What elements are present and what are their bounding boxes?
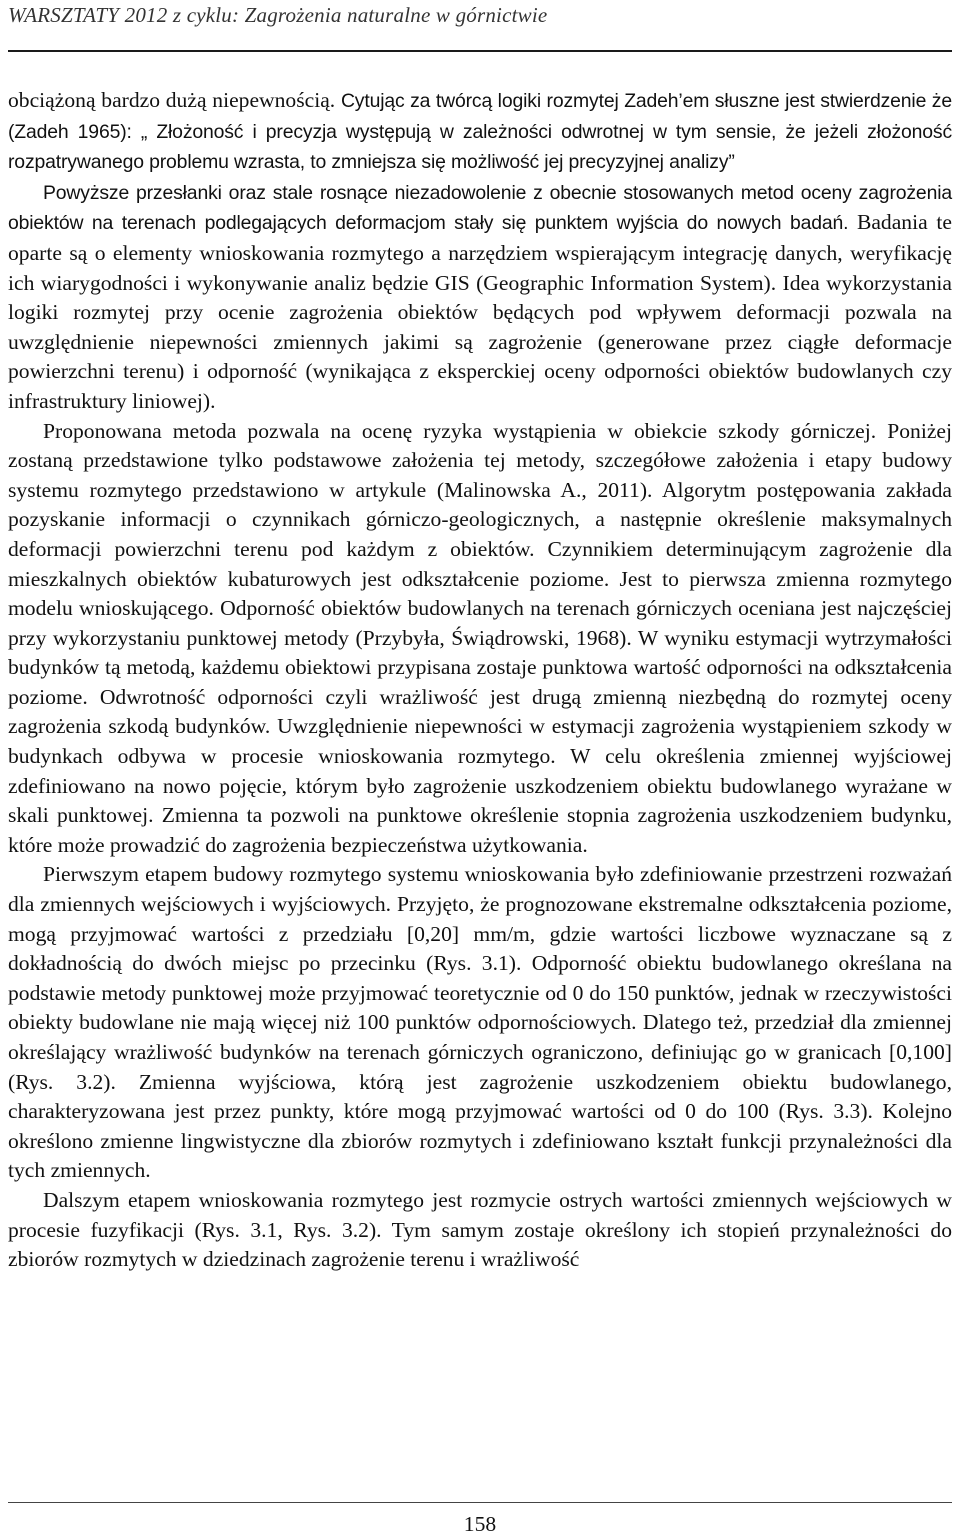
body-text <box>8 86 952 1275</box>
header-divider <box>8 50 952 52</box>
footer-divider <box>8 1502 952 1503</box>
running-header-title: WARSZTATY 2012 z cyklu: Zagrożenia naturalne w górnictwie <box>8 3 548 27</box>
page-header <box>8 2 952 52</box>
text-segment: Powyższe przesłanki oraz stale rosnące niezadowolenie z obecnie stosowanych metod oceny zagrożenia obiektów na terenach podlegających deformacjom stały się punktem wyjścia do nowych badań. <box>8 181 952 235</box>
text-segment: Dalszym etapem wnioskowania rozmytego jest rozmycie ostrych wartości zmiennych wejściowych w procesie fuzyfikacji (Rys. 3.1, Rys. 3.2). Tym samym zostaje określony ich stopień przynależności do zbiorów rozmytych w dziedzinach zagrożenie terenu i wrażliwość <box>8 1187 952 1272</box>
text-segment: Pierwszym etapem budowy rozmytego systemu wnioskowania było zdefiniowanie przestrzeni rozważań dla zmiennych wejściowych i wyjściowych. Przyjęto, że prognozowane ekstremalne odkształcenia poziome, mogą przyjmować wartości z przedziału [0,20] mm/m, gdzie wartości liczbowe wyznaczane są z dokładnością do dwóch miejsc po przecinku (Rys. 3.1). Odporność obiektu budowlanego określana na podstawie metody punktowej może przyjmować teoretycznie od 0 do 150 punktów, jednak w rzeczywistości obiekty budowlane nie mają więcej niż 100 punktów odpornościowych. Dlatego też, przedział dla zmiennej określający wrażliwość budynków na terenach górniczych ograniczono, definiując go w granicach [0,100] (Rys. 3.2). Zmienna wyjściowa, którą jest zagrożenie uszkodzeniem obiektu budowlanego, charakteryzowana jest przez punkty, które mogą przyjmować wartości od 0 do 100 (Rys. 3.3). Kolejno określono zmienne lingwistyczne dla zbiorów rozmytych i zdefiniowano kształt funkcji przynależności dla tych zmiennych. <box>8 862 952 1183</box>
paragraph <box>8 1186 952 1275</box>
paragraph <box>8 178 952 417</box>
paragraph <box>8 86 952 178</box>
text-segment: Badania te oparte są o elementy wnioskowania rozmytego a narzędziem wspierającym integrację danych, weryfikację ich wiarygodności i wykonywanie analiz będzie GIS (Geographic Information System). Idea wykorzystania logiki rozmytej przy ocenie zagrożenia obiektów będących pod wpływem deformacji pozwala na uwzględnienie niepewności zmiennych jakimi są zagrożenie (generowane przez ciągłe deformacje powierzchni terenu) i odporność (wynikająca z eksperckiej oceny odporności obiektów budowlanych czy infrastruktury liniowej). <box>8 210 953 413</box>
text-segment: Proponowana metoda pozwala na ocenę ryzyka wystąpienia w obiekcie szkody górniczej. Poniżej zostaną przedstawione tylko podstawowe założenia tej metody, szczegółowe założenia i etapy budowy systemu rozmytego przedstawiono w artykule (Malinowska A., 2011). Algorytm postępowania zakłada pozyskanie informacji o czynnikach górniczo-geologicznych, a następnie określenie maksymalnych deformacji powierzchni terenu pod każdym z obiektów. Czynnikiem determinującym zagrożenie dla mieszkalnych obiektów kubaturowych jest odkształcenie poziome. Jest to pierwsza zmienna rozmytego modelu wnioskującego. Odporność obiektów budowlanych na terenach górniczych oceniana jest najczęściej przy wykorzystaniu punktowej metody (Przybyła, Świądrowski, 1968). W wyniku estymacji wytrzymałości budynków tą metodą, każdemu obiektowi przypisana zostaje punktowa wartość odporności na odkształcenia poziome. Odwrotność odporności czyli wrażliwość jest drugą zmienną niezbędną do rozmytej oceny zagrożenia szkodą budynków. Uwzględnienie niepewności w estymacji zagrożenia wystąpieniem szkody w budynkach odbywa w procesie wnioskowania rozmytego. W celu określenia zmiennej wyjściowej zdefiniowano na nowo pojęcie, którym było zagrożenie uszkodzeniem obiektu budowlanego wyrażane w skali punktowej. Zmienna ta pozwoli na punktowe określenie stopnia zagrożenia uszkodzeniem budynku, które może prowadzić do zagrożenia bezpieczeństwa użytkowania. <box>8 418 952 857</box>
text-segment: obciążoną bardzo dużą niepewnością. <box>8 88 341 112</box>
page-number: 158 <box>463 1512 497 1536</box>
paragraph <box>8 417 952 861</box>
paragraph <box>8 860 952 1186</box>
text-segment-quote: Cytując za twórcą logiki rozmytej Zadeh’em słuszne jest stwierdzenie że (Zadeh 1965): „ Złożoność i precyzja występują w zależności odwrotnej w tym sensie, że jeżeli złożoność rozpatrywanego problemu wzrasta, to zmniejsza się możliwość jej precyzyjnej analizy” <box>8 90 952 174</box>
